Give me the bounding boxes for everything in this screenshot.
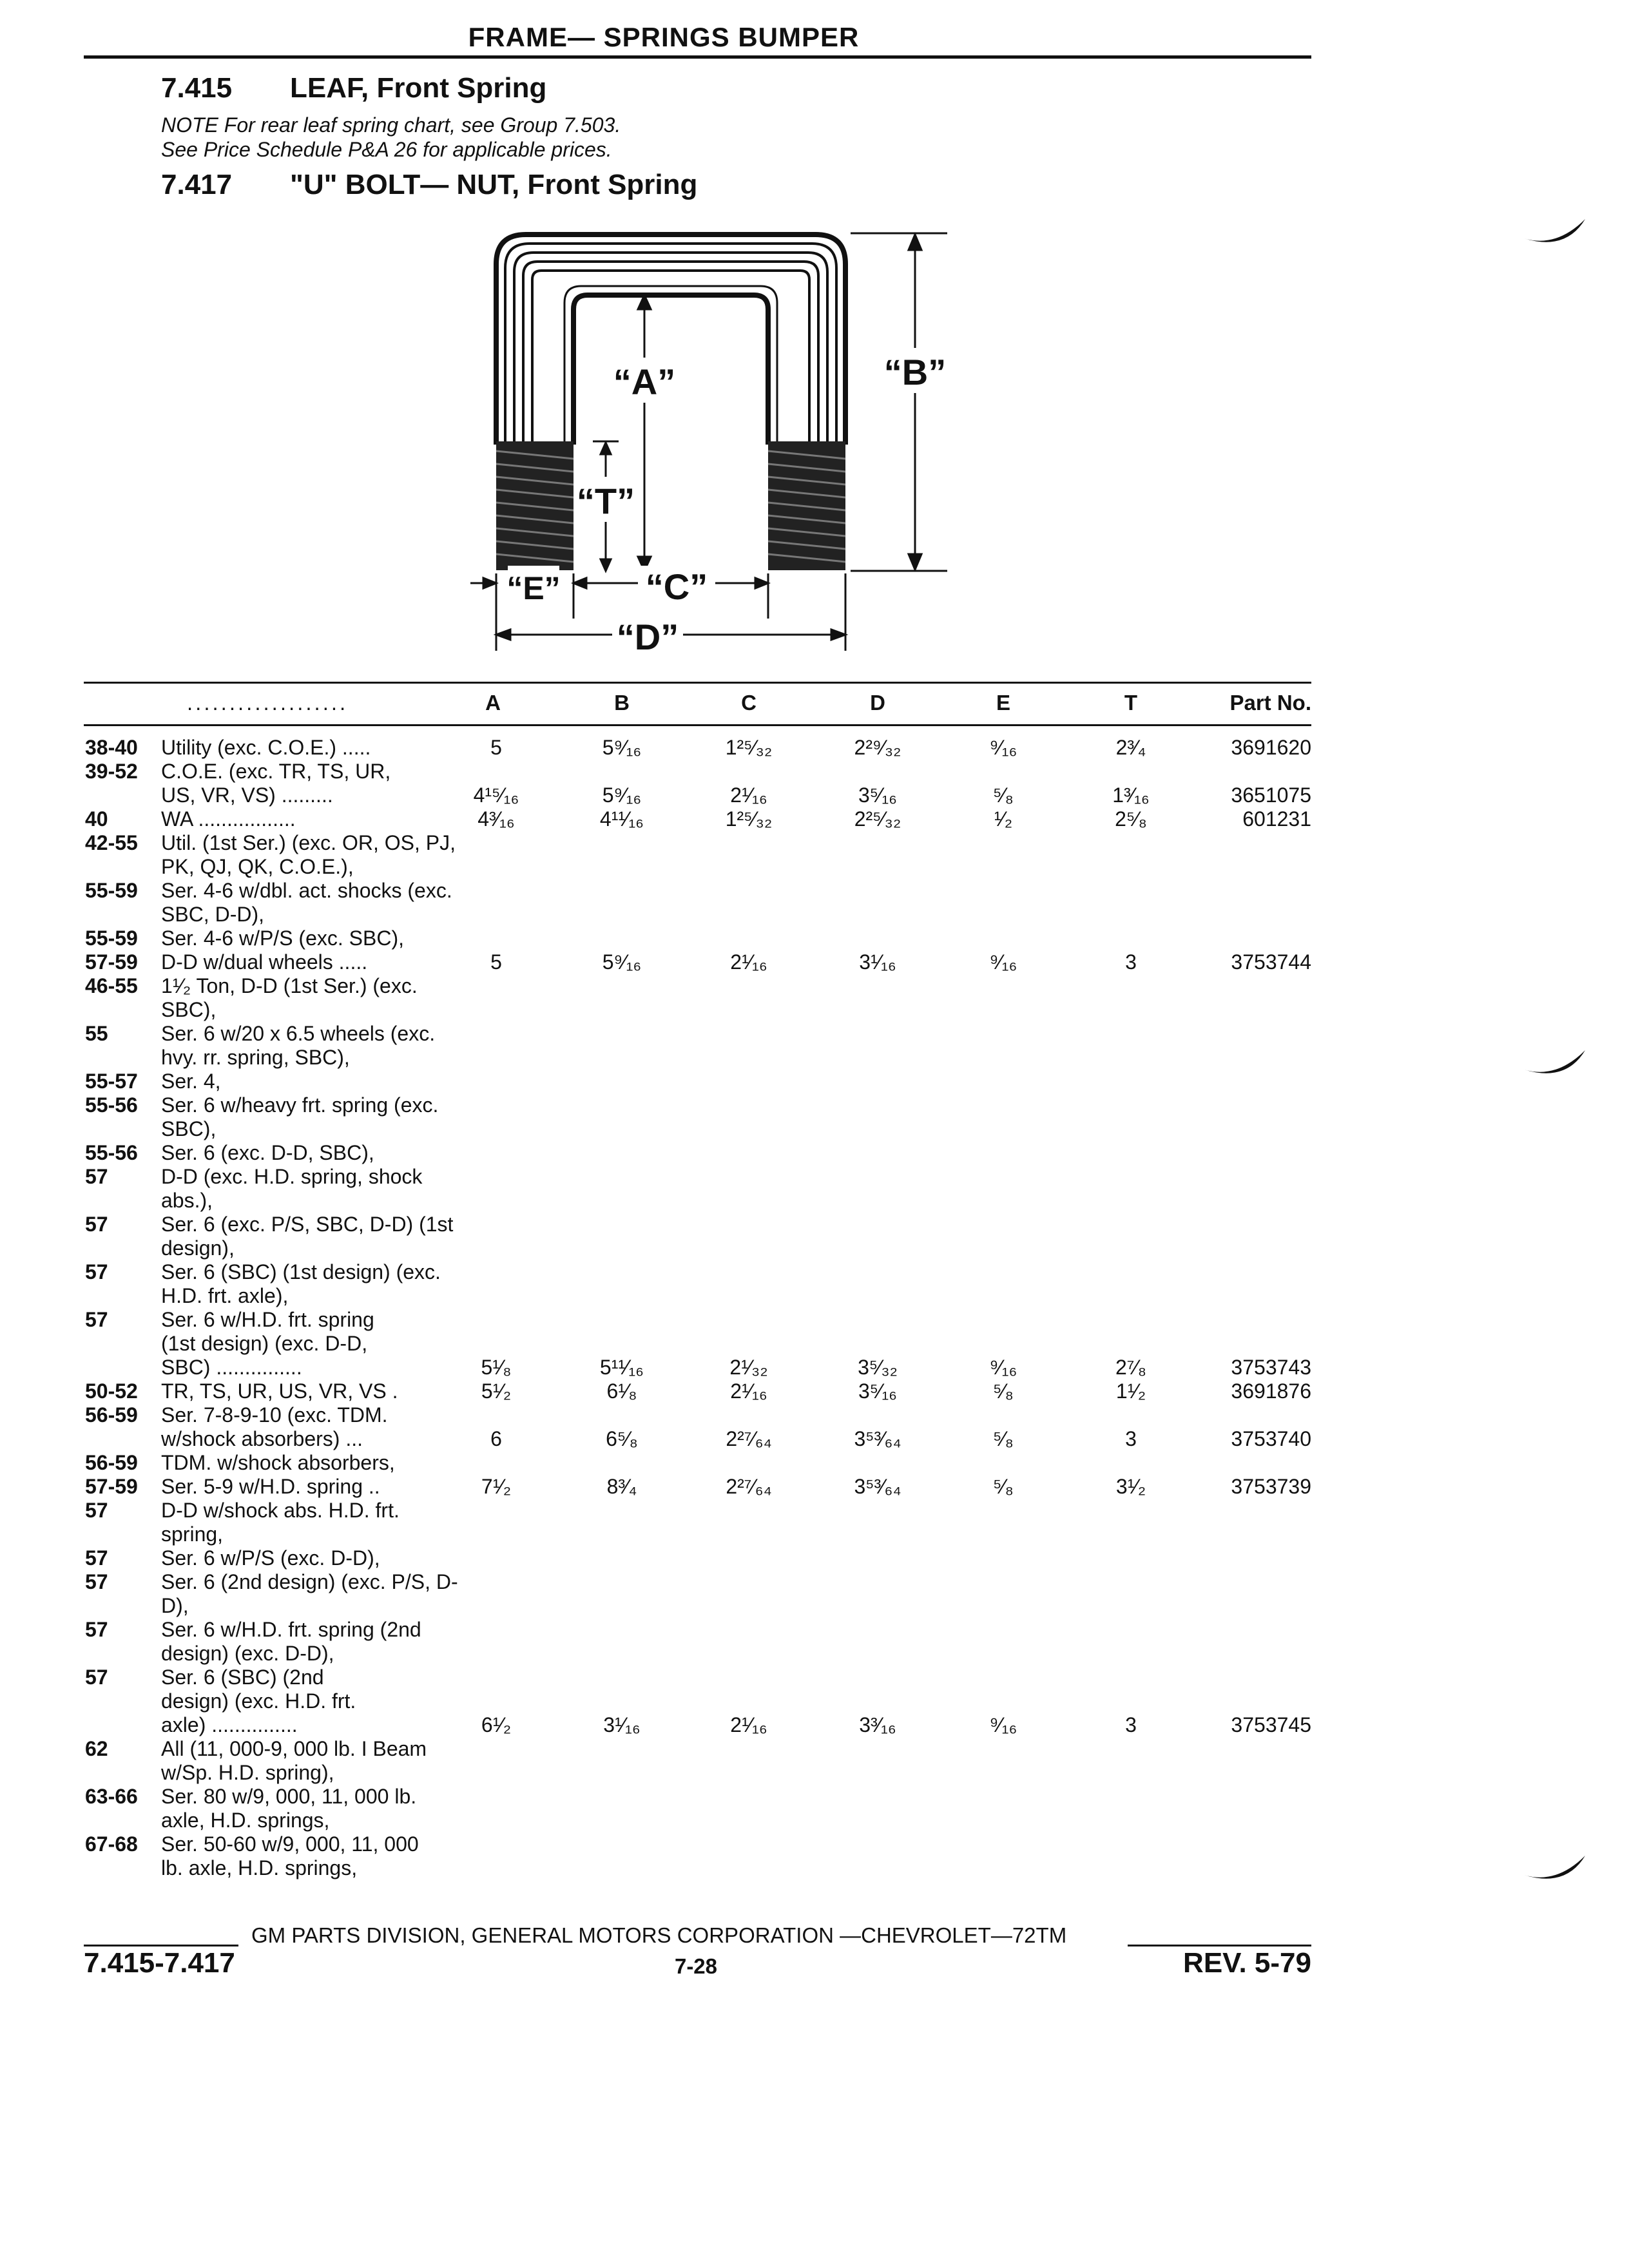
table-row: [0, 1642, 1353, 1666]
application-description: Ser. 6 (exc. D-D, SBC),: [161, 1141, 374, 1164]
application-description: axle) ...............: [161, 1713, 298, 1736]
part-number: 3753740: [1231, 1427, 1311, 1450]
model-year: 57: [85, 1165, 108, 1188]
dimension-d: 3⁵³⁄₆₄: [854, 1475, 901, 1498]
model-year: 55-57: [85, 1070, 138, 1093]
column-leader-dots: ...................: [187, 691, 349, 715]
application-description: Ser. 6 w/20 x 6.5 wheels (exc.: [161, 1022, 436, 1045]
column-header-d: D: [870, 691, 885, 715]
model-year: 55-56: [85, 1093, 138, 1117]
dimension-e: ⁵⁄₈: [993, 1379, 1014, 1403]
dimension-e: ⁹⁄₁₆: [989, 1713, 1017, 1736]
dimension-b: 4¹¹⁄₁₆: [599, 807, 644, 831]
model-year: 57: [85, 1213, 108, 1236]
footer-section-ref: 7.415-7.417: [84, 1947, 235, 1979]
application-description: (1st design) (exc. D-D,: [161, 1332, 368, 1355]
application-description: Ser. 4,: [161, 1070, 221, 1093]
table-header-rule: [84, 724, 1311, 726]
footer-rule-right: [1128, 1945, 1311, 1946]
dimension-c: 2²⁷⁄₆₄: [726, 1475, 772, 1498]
dimension-b: 5⁹⁄₁₆: [602, 950, 642, 974]
application-description: Ser. 6 w/H.D. frt. spring (2nd: [161, 1618, 421, 1641]
part-number: 3651075: [1231, 783, 1311, 807]
table-row: [0, 855, 1353, 879]
table-row: [0, 998, 1353, 1022]
dimension-e: ⁵⁄₈: [993, 1427, 1014, 1450]
table-row: [0, 1499, 1353, 1523]
application-description: TR, TS, UR, US, VR, VS .: [161, 1379, 398, 1403]
dimension-d: 3⁵⁄₁₆: [858, 1379, 898, 1403]
table-row: [0, 1689, 1353, 1713]
table-row: [0, 1165, 1353, 1189]
dimension-a: 7¹⁄₂: [481, 1475, 512, 1498]
section-number: 7.417: [161, 169, 233, 200]
model-year: 38-40: [85, 736, 138, 759]
footer-division-text: GM PARTS DIVISION, GENERAL MOTORS CORPORATION —CHEVROLET—72TM: [251, 1923, 1067, 1947]
application-description: D-D (exc. H.D. spring, shock: [161, 1165, 423, 1188]
application-description: Ser. 80 w/9, 000, 11, 000 lb.: [161, 1785, 417, 1808]
dimension-t: 3: [1125, 950, 1137, 974]
application-description: Ser. 6 w/H.D. frt. spring: [161, 1308, 374, 1331]
footer-revision: REV. 5-79: [1183, 1947, 1311, 1979]
table-row: [0, 831, 1353, 855]
application-description: Ser. 6 (SBC) (1st design) (exc.: [161, 1260, 441, 1283]
dimension-e: ⁵⁄₈: [993, 783, 1014, 807]
dimension-d: 2²⁹⁄₃₂: [854, 736, 901, 759]
application-description: w/Sp. H.D. spring),: [161, 1761, 334, 1784]
footer-page-number: 7-28: [674, 1954, 718, 1978]
model-year: 57-59: [85, 1475, 138, 1498]
application-description: abs.),: [161, 1189, 213, 1212]
table-top-rule: [84, 682, 1311, 684]
model-year: 57: [85, 1666, 108, 1689]
application-description: Util. (1st Ser.) (exc. OR, OS, PJ,: [161, 831, 456, 854]
application-description: SBC) ...............: [161, 1356, 302, 1379]
column-header-t: T: [1124, 691, 1138, 715]
dimension-t: 3: [1125, 1427, 1137, 1450]
dimension-e: ⁹⁄₁₆: [989, 736, 1017, 759]
table-row: [0, 903, 1353, 927]
application-description: SBC, D-D),: [161, 903, 264, 926]
table-row: [0, 950, 1353, 974]
dimension-e: ⁵⁄₈: [993, 1475, 1014, 1498]
column-header-a: A: [485, 691, 501, 715]
column-header-b: B: [614, 691, 630, 715]
application-description: PK, QJ, QK, C.O.E.),: [161, 855, 354, 878]
table-row: [0, 974, 1353, 998]
dimension-label-e: “E”: [506, 570, 561, 606]
dimension-label-d: “D”: [616, 617, 679, 657]
table-row: [0, 1260, 1353, 1284]
table-row: [0, 1809, 1353, 1832]
dimension-c: 2¹⁄₁₆: [730, 783, 767, 807]
application-description: axle, H.D. springs,: [161, 1809, 330, 1832]
table-row: [0, 1594, 1353, 1618]
model-year: 50-52: [85, 1379, 138, 1403]
table-row: [0, 1618, 1353, 1642]
model-year: 57: [85, 1546, 108, 1570]
dimension-c: 2¹⁄₁₆: [730, 1379, 767, 1403]
application-description: D-D w/shock abs. H.D. frt.: [161, 1499, 400, 1522]
dimension-b: 5⁹⁄₁₆: [602, 783, 642, 807]
application-description: w/shock absorbers) ...: [161, 1427, 363, 1450]
model-year: 55: [85, 1022, 108, 1045]
dimension-b: 8³⁄₄: [606, 1475, 637, 1498]
dimension-a: 5¹⁄₂: [481, 1379, 512, 1403]
application-description: spring,: [161, 1523, 224, 1546]
table-row: [0, 1451, 1353, 1475]
table-row: [0, 1213, 1353, 1236]
table-row: [0, 1046, 1353, 1070]
dimension-b: 5¹¹⁄₁₆: [599, 1356, 644, 1379]
dimension-label-a: “A”: [613, 361, 676, 402]
part-number: 3753745: [1231, 1713, 1311, 1736]
application-description: design),: [161, 1236, 235, 1260]
model-year: 57: [85, 1499, 108, 1522]
table-row: [0, 1308, 1353, 1332]
dimension-a: 5: [490, 736, 502, 759]
application-description: Ser. 7-8-9-10 (exc. TDM.: [161, 1403, 388, 1427]
dimension-a: 6¹⁄₂: [481, 1713, 512, 1736]
table-row: [0, 1856, 1353, 1880]
model-year: 57: [85, 1308, 108, 1331]
dimension-t: 1³⁄₁₆: [1112, 783, 1150, 807]
dimension-e: ⁹⁄₁₆: [989, 950, 1017, 974]
table-row: [0, 1523, 1353, 1546]
dimension-label-c: “C”: [645, 566, 708, 607]
page-header-title: FRAME— SPRINGS BUMPER: [468, 22, 860, 52]
dimension-t: 2³⁄₄: [1115, 736, 1146, 759]
table-row: [0, 1189, 1353, 1213]
model-year: 56-59: [85, 1451, 138, 1474]
table-row: [0, 1403, 1353, 1427]
dimension-c: 2¹⁄₃₂: [729, 1356, 768, 1379]
section-number: 7.415: [161, 72, 233, 104]
application-description: lb. axle, H.D. springs,: [161, 1856, 358, 1879]
column-header-part-no: Part No.: [1229, 691, 1311, 715]
application-description: design) (exc. H.D. frt.: [161, 1689, 356, 1713]
application-description: Ser. 6 w/P/S (exc. D-D),: [161, 1546, 380, 1570]
application-description: D-D w/dual wheels .....: [161, 950, 368, 974]
table-row: [0, 1427, 1353, 1451]
application-description: SBC),: [161, 998, 217, 1021]
model-year: 55-59: [85, 879, 138, 902]
application-description: Ser. 50-60 w/9, 000, 11, 000: [161, 1832, 419, 1856]
dimension-label-b: “B”: [883, 352, 947, 392]
application-description: Ser. 6 (2nd design) (exc. P/S, D-: [161, 1570, 458, 1593]
table-row: [0, 807, 1353, 831]
model-year: 62: [85, 1737, 108, 1760]
table-row: [0, 1666, 1353, 1689]
model-year: 40: [85, 807, 108, 831]
table-row: [0, 783, 1353, 807]
dimension-d: 3¹⁄₁₆: [859, 950, 896, 974]
dimension-e: ¹⁄₂: [994, 807, 1013, 831]
table-row: [0, 1570, 1353, 1594]
model-year: 55-56: [85, 1141, 138, 1164]
dimension-a: 5¹⁄₈: [481, 1356, 512, 1379]
table-row: [0, 1475, 1353, 1499]
part-number: 3691620: [1231, 736, 1311, 759]
dimension-b: 6¹⁄₈: [606, 1379, 637, 1403]
model-year: 57: [85, 1618, 108, 1641]
u-bolt-diagram: [451, 219, 979, 670]
application-description: TDM. w/shock absorbers,: [161, 1451, 395, 1474]
table-row: [0, 1022, 1353, 1046]
application-description: SBC),: [161, 1117, 217, 1140]
dimension-a: 4³⁄₁₆: [477, 807, 515, 831]
note-line-1: NOTE For rear leaf spring chart, see Group 7.503.: [161, 113, 621, 137]
model-year: 46-55: [85, 974, 138, 997]
table-row: [0, 736, 1353, 760]
model-year: 42-55: [85, 831, 138, 854]
dimension-d: 3³⁄₁₆: [859, 1713, 896, 1736]
dimension-t: 3: [1125, 1713, 1137, 1736]
dimension-c: 1²⁵⁄₃₂: [725, 807, 773, 831]
dimension-t: 3¹⁄₂: [1115, 1475, 1146, 1498]
dimension-c: 2²⁷⁄₆₄: [726, 1427, 772, 1450]
part-number: 3753744: [1231, 950, 1311, 974]
section-7415-heading: [161, 72, 546, 104]
dimension-d: 3⁵³⁄₆₄: [854, 1427, 901, 1450]
dimension-c: 2¹⁄₁₆: [730, 950, 767, 974]
dimension-b: 5⁹⁄₁₆: [602, 736, 642, 759]
footer-rule-left: [84, 1945, 238, 1946]
part-number: 601231: [1242, 807, 1311, 831]
binding-mark: [1521, 1849, 1592, 1894]
application-description: D),: [161, 1594, 189, 1617]
dimension-b: 6⁵⁄₈: [606, 1427, 638, 1450]
table-row: [0, 1070, 1353, 1093]
table-row: [0, 1737, 1353, 1761]
model-year: 39-52: [85, 760, 138, 783]
section-7417-heading: [161, 169, 697, 201]
table-row: [0, 760, 1353, 783]
dimension-a: 5: [490, 950, 502, 974]
table-row: [0, 879, 1353, 903]
dimension-e: ⁹⁄₁₆: [989, 1356, 1017, 1379]
application-description: WA .................: [161, 807, 296, 831]
section-title: "U" BOLT— NUT, Front Spring: [290, 169, 698, 200]
table-row: [0, 1379, 1353, 1403]
model-year: 55-59: [85, 927, 138, 950]
model-year: 57: [85, 1260, 108, 1283]
section-title: LEAF, Front Spring: [290, 72, 547, 104]
dimension-d: 3⁵⁄₁₆: [858, 783, 898, 807]
dimension-b: 3¹⁄₁₆: [603, 1713, 641, 1736]
dimension-c: 1²⁵⁄₃₂: [725, 736, 773, 759]
table-row: [0, 1546, 1353, 1570]
model-year: 63-66: [85, 1785, 138, 1808]
table-row: [0, 1713, 1353, 1737]
dimension-t: 2⁵⁄₈: [1115, 807, 1147, 831]
table-row: [0, 1332, 1353, 1356]
dimension-c: 2¹⁄₁₆: [730, 1713, 767, 1736]
table-row: [0, 1785, 1353, 1809]
application-description: H.D. frt. axle),: [161, 1284, 289, 1307]
model-year: 56-59: [85, 1403, 138, 1427]
application-description: US, VR, VS) .........: [161, 783, 333, 807]
table-row: [0, 1117, 1353, 1141]
application-description: Ser. 5-9 w/H.D. spring ..: [161, 1475, 380, 1498]
dimension-t: 2⁷⁄₈: [1115, 1356, 1146, 1379]
application-description: Ser. 6 (SBC) (2nd: [161, 1666, 324, 1689]
binding-mark: [1521, 1044, 1592, 1089]
column-header-c: C: [741, 691, 757, 715]
dimension-t: 1¹⁄₂: [1115, 1379, 1146, 1403]
table-row: [0, 1141, 1353, 1165]
application-description: 1¹⁄₂ Ton, D-D (1st Ser.) (exc.: [161, 974, 418, 997]
model-year: 57: [85, 1570, 108, 1593]
part-number: 3753739: [1231, 1475, 1311, 1498]
table-row: [0, 1284, 1353, 1308]
dimension-a: 6: [490, 1427, 502, 1450]
note-line-2: See Price Schedule P&A 26 for applicable prices.: [161, 138, 612, 161]
part-number: 3691876: [1231, 1379, 1311, 1403]
application-description: Utility (exc. C.O.E.) .....: [161, 736, 371, 759]
model-year: 67-68: [85, 1832, 138, 1856]
dimension-d: 2²⁵⁄₃₂: [854, 807, 901, 831]
header-rule: [84, 55, 1311, 59]
application-description: Ser. 6 w/heavy frt. spring (exc.: [161, 1093, 439, 1117]
application-description: Ser. 6 (exc. P/S, SBC, D-D) (1st: [161, 1213, 454, 1236]
dimension-d: 3⁵⁄₃₂: [858, 1356, 898, 1379]
part-number: 3753743: [1231, 1356, 1311, 1379]
table-row: [0, 1761, 1353, 1785]
application-description: All (11, 000-9, 000 lb. I Beam: [161, 1737, 427, 1760]
dimension-label-t: “T”: [576, 481, 635, 521]
table-row: [0, 1832, 1353, 1856]
model-year: 57-59: [85, 950, 138, 974]
application-description: design) (exc. D-D),: [161, 1642, 334, 1665]
application-description: C.O.E. (exc. TR, TS, UR,: [161, 760, 391, 783]
table-row: [0, 1236, 1353, 1260]
application-description: Ser. 4-6 w/P/S (exc. SBC),: [161, 927, 404, 950]
application-description: Ser. 4-6 w/dbl. act. shocks (exc.: [161, 879, 452, 902]
table-row: [0, 927, 1353, 950]
dimension-a: 4¹⁵⁄₁₆: [473, 783, 519, 807]
application-description: hvy. rr. spring, SBC),: [161, 1046, 350, 1069]
binding-mark: [1521, 213, 1592, 258]
table-row: [0, 1093, 1353, 1117]
table-row: [0, 1356, 1353, 1379]
column-header-e: E: [996, 691, 1010, 715]
